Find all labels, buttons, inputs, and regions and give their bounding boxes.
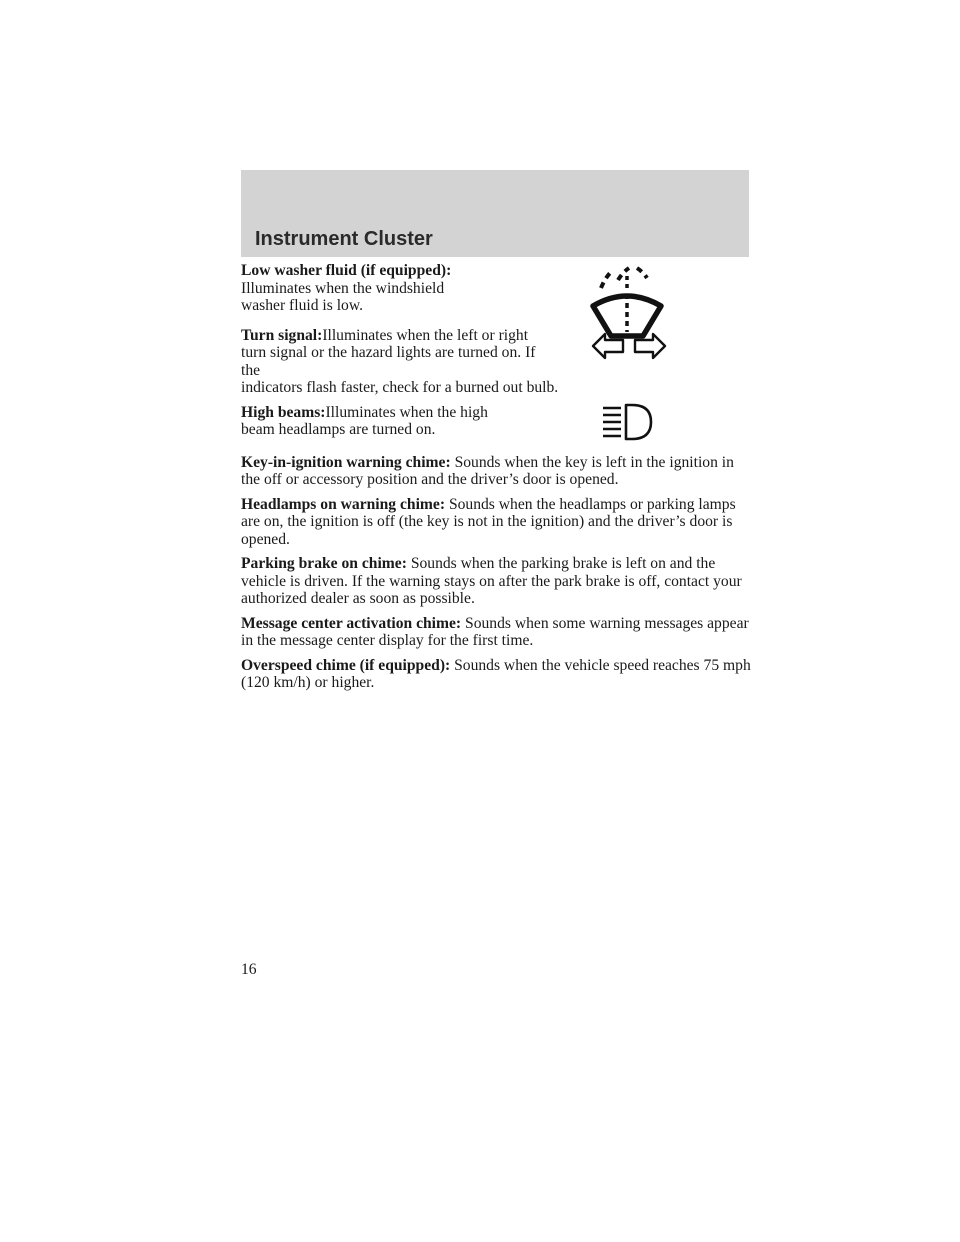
- entry-body: [241, 327, 541, 380]
- entry-text: Sounds when the key is left in the ignition in the off or accessory position and the driver’s door is opened.: [241, 453, 734, 488]
- entry-label: Low washer fluid (if equipped):: [241, 262, 452, 279]
- entry-label: Turn signal:: [241, 326, 323, 344]
- entry-overspeed-chime: [241, 657, 751, 692]
- entry-high-beams: [241, 404, 751, 439]
- entry-label: Key-in-ignition warning chime:: [241, 453, 451, 471]
- entry-low-washer-fluid: [241, 262, 751, 315]
- entry-label: Headlamps on warning chime:: [241, 495, 446, 513]
- entry-text: Sounds when the parking brake is left on and the vehicle is driven. If the warning stays on after the park brake is off, contact your authorized dealer as soon as possible.: [241, 555, 742, 607]
- high-beam-icon: [599, 402, 655, 442]
- entry-text: Sounds when the vehicle speed reaches 75 mph (120 km/h) or higher.: [241, 656, 751, 691]
- section-title: Instrument Cluster: [255, 228, 433, 250]
- entry-text: Illuminates when the windshield washer fluid is low.: [241, 279, 445, 314]
- entry-message-center-chime: [241, 615, 751, 650]
- turn-signal-arrows-icon: [591, 331, 667, 361]
- entry-label: Message center activation chime:: [241, 614, 462, 632]
- entry-headlamps-on-chime: [241, 496, 751, 549]
- entry-text: Illuminates when the high beam headlamps are turned on.: [241, 403, 488, 438]
- entry-key-in-ignition-chime: [241, 454, 751, 489]
- entry-label: High beams:: [241, 403, 326, 421]
- section-header: [241, 170, 749, 257]
- entry-body: [241, 404, 491, 439]
- entry-body: [241, 262, 561, 315]
- entry-text: Sounds when some warning messages appear in the message center display for the first time.: [241, 614, 749, 649]
- manual-content: [241, 262, 751, 699]
- entry-text-continued: indicators flash faster, check for a burned out bulb.: [241, 379, 559, 396]
- entry-label: Overspeed chime (if equipped):: [241, 656, 451, 674]
- entry-text: Illuminates when the left or right turn signal or the hazard lights are turned on. If the: [241, 326, 536, 379]
- page-number: 16: [241, 961, 257, 978]
- entry-turn-signal: [241, 327, 751, 397]
- entry-label: Parking brake on chime:: [241, 555, 407, 572]
- entry-parking-brake-chime: [241, 555, 751, 608]
- entry-text: Sounds when the headlamps or parking lamps are on, the ignition is off (the key is not in the ignition) and the driver’s door is opened.: [241, 495, 736, 548]
